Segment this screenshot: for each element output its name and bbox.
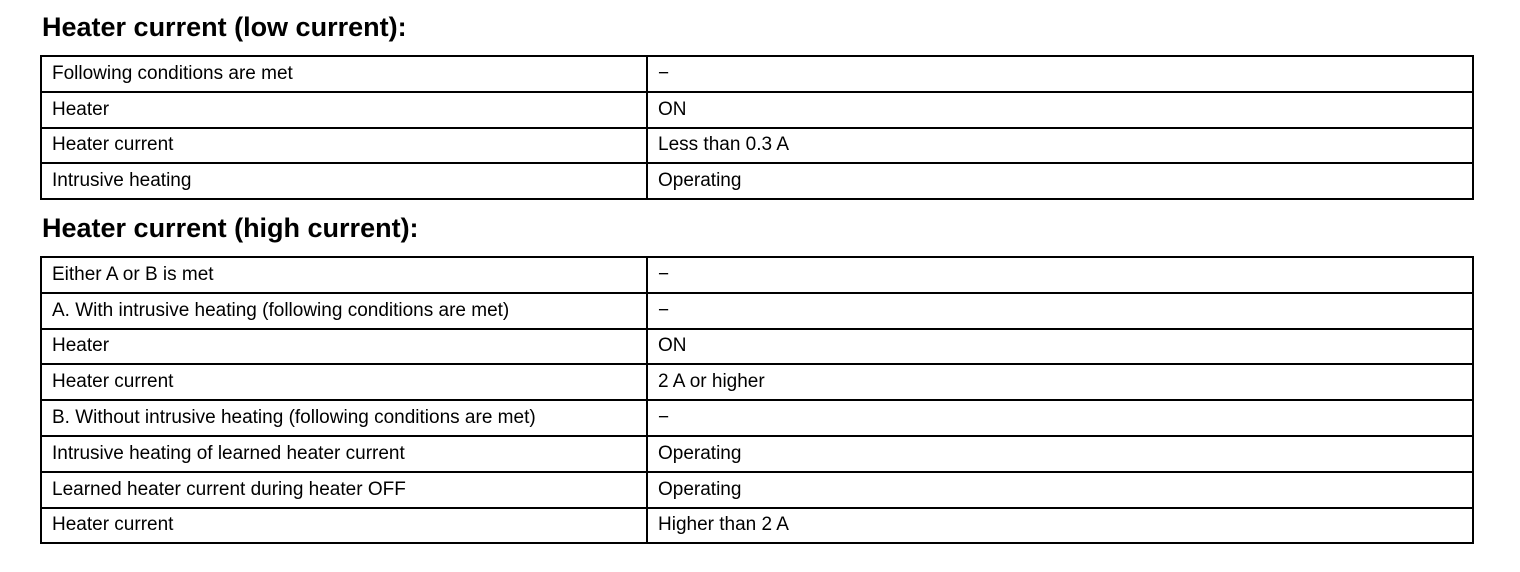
table-row: [41, 400, 1473, 436]
value-cell: ON: [647, 329, 1473, 365]
section-title-low-current: Heater current (low current):: [42, 12, 407, 42]
table-row: [41, 257, 1473, 293]
condition-cell: Learned heater current during heater OFF: [41, 472, 647, 508]
value-cell: 2 A or higher: [647, 364, 1473, 400]
table-row: [41, 128, 1473, 164]
table-row: [41, 92, 1473, 128]
value-cell: Operating: [647, 436, 1473, 472]
value-cell: Higher than 2 A: [647, 508, 1473, 544]
condition-cell: Heater current: [41, 128, 647, 164]
table-row: [41, 508, 1473, 544]
condition-cell: Heater: [41, 329, 647, 365]
value-cell: −: [647, 400, 1473, 436]
condition-cell: Heater: [41, 92, 647, 128]
condition-cell: B. Without intrusive heating (following conditions are met): [41, 400, 647, 436]
high-current-conditions-table: [40, 256, 1474, 544]
value-cell: −: [647, 257, 1473, 293]
value-cell: Operating: [647, 472, 1473, 508]
condition-cell: Following conditions are met: [41, 56, 647, 92]
value-cell: Operating: [647, 163, 1473, 199]
table-row: [41, 293, 1473, 329]
table-row: [41, 472, 1473, 508]
table-row: [41, 436, 1473, 472]
value-cell: Less than 0.3 A: [647, 128, 1473, 164]
low-current-conditions-table: [40, 55, 1474, 200]
condition-cell: Either A or B is met: [41, 257, 647, 293]
section-title-high-current: Heater current (high current):: [42, 213, 419, 243]
table-row: [41, 364, 1473, 400]
value-cell: ON: [647, 92, 1473, 128]
value-cell: −: [647, 293, 1473, 329]
table-row: [41, 329, 1473, 365]
condition-cell: Intrusive heating: [41, 163, 647, 199]
table-row: [41, 56, 1473, 92]
value-cell: −: [647, 56, 1473, 92]
table-row: [41, 163, 1473, 199]
condition-cell: A. With intrusive heating (following conditions are met): [41, 293, 647, 329]
condition-cell: Heater current: [41, 364, 647, 400]
condition-cell: Intrusive heating of learned heater current: [41, 436, 647, 472]
condition-cell: Heater current: [41, 508, 647, 544]
